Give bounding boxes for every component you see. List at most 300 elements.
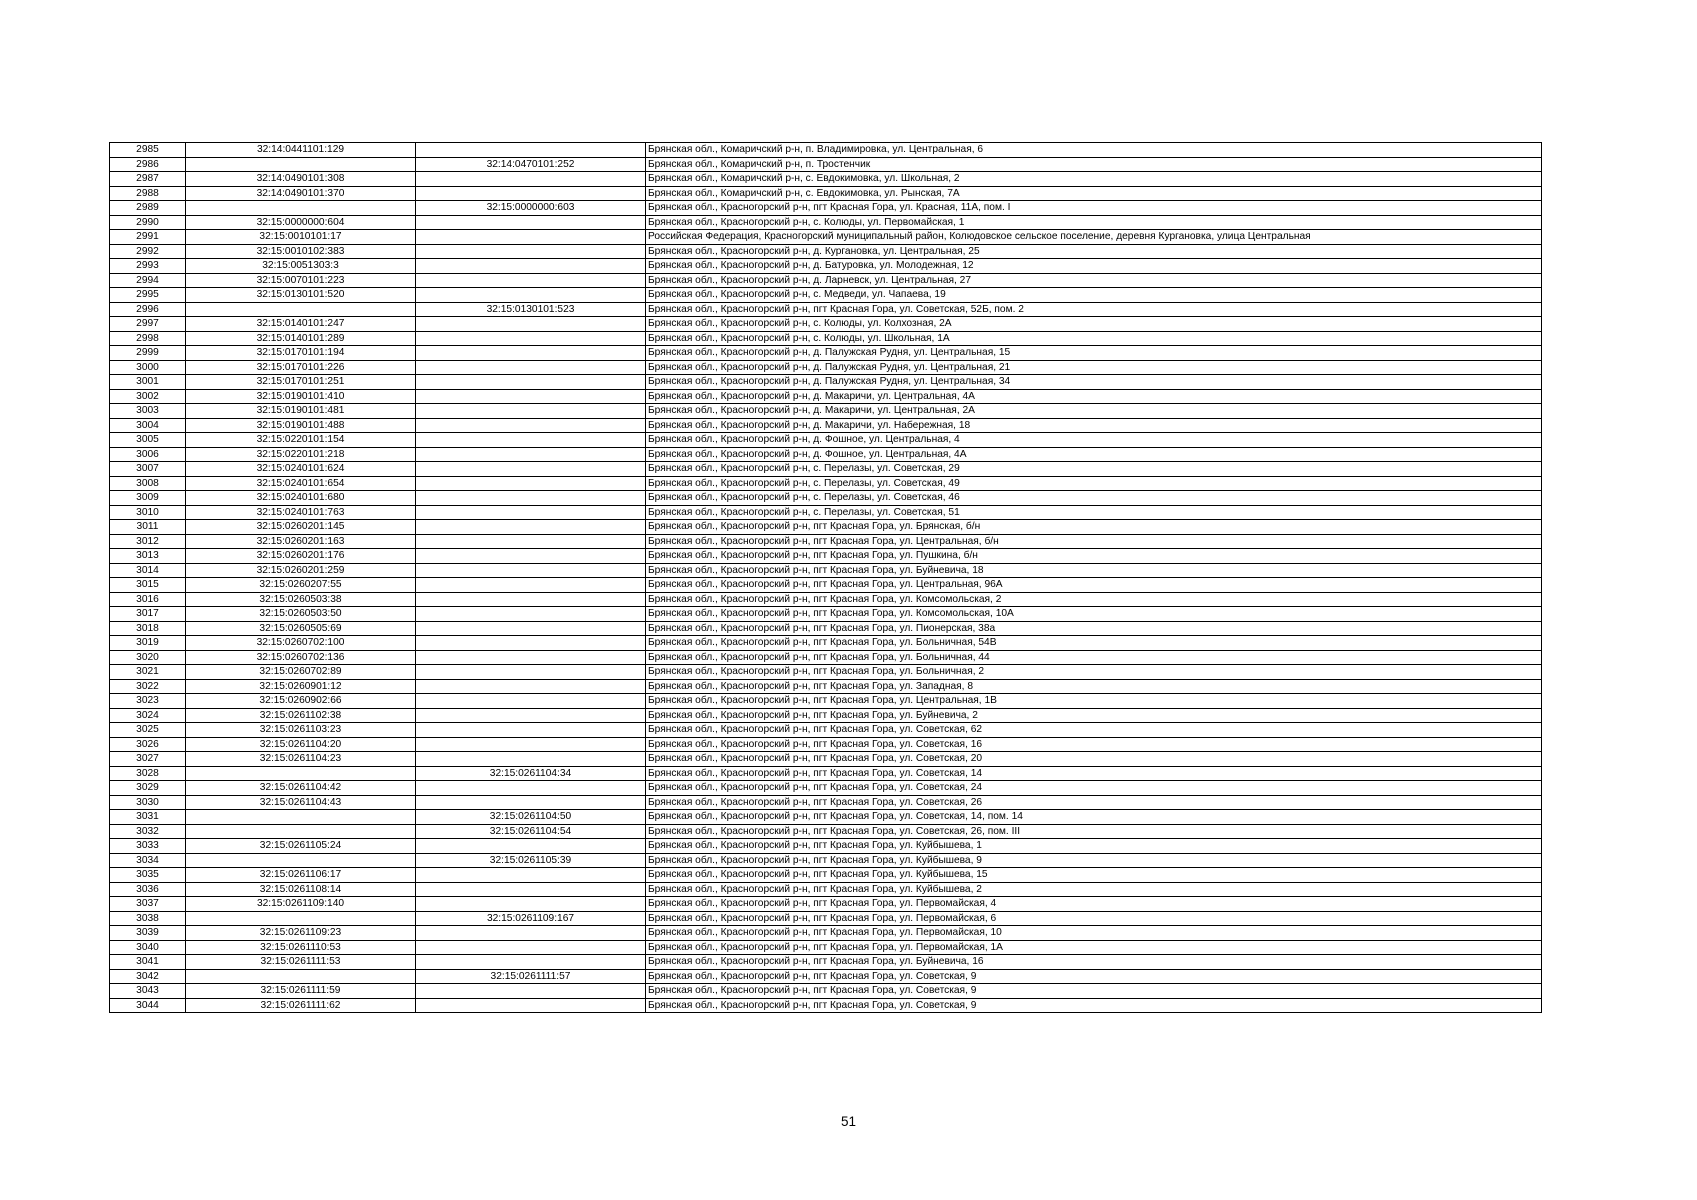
- cadastral-number-alt-cell: [416, 665, 646, 680]
- cadastral-number-cell: 32:15:0261111:53: [186, 955, 416, 970]
- cadastral-number-cell: 32:15:0010102:383: [186, 244, 416, 259]
- cadastral-number-alt-cell: [416, 186, 646, 201]
- address-cell: Брянская обл., Красногорский р-н, пгт Красная Гора, ул. Красная, 11А, пом. I: [646, 201, 1542, 216]
- cadastral-number-cell: [186, 766, 416, 781]
- cadastral-number-cell: 32:15:0140101:289: [186, 331, 416, 346]
- cadastral-number-alt-cell: [416, 781, 646, 796]
- table-row: [110, 998, 1542, 1013]
- address-cell: Брянская обл., Красногорский р-н, пгт Красная Гора, ул. Больничная, 54В: [646, 636, 1542, 651]
- cadastral-number-alt-cell: [416, 418, 646, 433]
- row-number-cell: 2990: [110, 215, 186, 230]
- row-number-cell: 3016: [110, 592, 186, 607]
- cadastral-number-cell: 32:15:0240101:680: [186, 491, 416, 506]
- cadastral-number-alt-cell: [416, 882, 646, 897]
- address-cell: Брянская обл., Красногорский р-н, пгт Красная Гора, ул. Пионерская, 38а: [646, 621, 1542, 636]
- cadastral-number-cell: [186, 824, 416, 839]
- row-number-cell: 3014: [110, 563, 186, 578]
- address-cell: Брянская обл., Красногорский р-н, с. Перелазы, ул. Советская, 46: [646, 491, 1542, 506]
- cadastral-number-alt-cell: [416, 534, 646, 549]
- address-cell: Брянская обл., Красногорский р-н, пгт Красная Гора, ул. Больничная, 44: [646, 650, 1542, 665]
- address-cell: Брянская обл., Красногорский р-н, д. Макаричи, ул. Центральная, 4А: [646, 389, 1542, 404]
- cadastral-number-cell: 32:15:0070101:223: [186, 273, 416, 288]
- cadastral-number-alt-cell: [416, 752, 646, 767]
- address-cell: Брянская обл., Красногорский р-н, пгт Красная Гора, ул. Буйневича, 16: [646, 955, 1542, 970]
- cadastral-number-cell: 32:15:0190101:410: [186, 389, 416, 404]
- cadastral-number-alt-cell: [416, 563, 646, 578]
- cadastral-number-alt-cell: [416, 476, 646, 491]
- address-cell: Брянская обл., Красногорский р-н, д. Макаричи, ул. Набережная, 18: [646, 418, 1542, 433]
- address-cell: Брянская обл., Красногорский р-н, пгт Красная Гора, ул. Буйневича, 2: [646, 708, 1542, 723]
- row-number-cell: 3009: [110, 491, 186, 506]
- row-number-cell: 3040: [110, 940, 186, 955]
- cadastral-number-alt-cell: 32:15:0000000:603: [416, 201, 646, 216]
- table-row: [110, 157, 1542, 172]
- address-cell: Брянская обл., Красногорский р-н, пгт Красная Гора, ул. Комсомольская, 10А: [646, 607, 1542, 622]
- address-cell: Брянская обл., Красногорский р-н, с. Колюды, ул. Школьная, 1А: [646, 331, 1542, 346]
- address-cell: Брянская обл., Красногорский р-н, пгт Красная Гора, ул. Центральная, 1В: [646, 694, 1542, 709]
- row-number-cell: 2994: [110, 273, 186, 288]
- cadastral-number-alt-cell: [416, 273, 646, 288]
- cadastral-number-alt-cell: [416, 520, 646, 535]
- address-cell: Брянская обл., Комаричский р-н, с. Евдокимовка, ул. Школьная, 2: [646, 172, 1542, 187]
- row-number-cell: 3021: [110, 665, 186, 680]
- cadastral-number-alt-cell: [416, 491, 646, 506]
- address-cell: Брянская обл., Красногорский р-н, пгт Красная Гора, ул. Советская, 62: [646, 723, 1542, 738]
- registry-table-body: [110, 143, 1542, 1013]
- cadastral-number-cell: 32:15:0240101:624: [186, 462, 416, 477]
- table-row: [110, 259, 1542, 274]
- table-row: [110, 868, 1542, 883]
- table-row: [110, 781, 1542, 796]
- cadastral-number-alt-cell: [416, 244, 646, 259]
- address-cell: Брянская обл., Комаричский р-н, с. Евдокимовка, ул. Рынская, 7А: [646, 186, 1542, 201]
- cadastral-number-cell: 32:15:0261104:42: [186, 781, 416, 796]
- address-cell: Брянская обл., Красногорский р-н, пгт Красная Гора, ул. Первомайская, 4: [646, 897, 1542, 912]
- row-number-cell: 3030: [110, 795, 186, 810]
- address-cell: Брянская обл., Красногорский р-н, пгт Красная Гора, ул. Брянская, б/н: [646, 520, 1542, 535]
- row-number-cell: 3013: [110, 549, 186, 564]
- table-row: [110, 447, 1542, 462]
- table-row: [110, 853, 1542, 868]
- cadastral-number-alt-cell: [416, 650, 646, 665]
- cadastral-number-cell: 32:15:0261103:23: [186, 723, 416, 738]
- address-cell: Брянская обл., Красногорский р-н, д. Фошное, ул. Центральная, 4: [646, 433, 1542, 448]
- cadastral-number-cell: 32:15:0260503:38: [186, 592, 416, 607]
- table-row: [110, 824, 1542, 839]
- row-number-cell: 3041: [110, 955, 186, 970]
- cadastral-number-cell: [186, 302, 416, 317]
- row-number-cell: 2993: [110, 259, 186, 274]
- table-row: [110, 549, 1542, 564]
- cadastral-number-cell: 32:15:0130101:520: [186, 288, 416, 303]
- table-row: [110, 839, 1542, 854]
- cadastral-number-cell: 32:15:0140101:247: [186, 317, 416, 332]
- row-number-cell: 3034: [110, 853, 186, 868]
- cadastral-number-alt-cell: [416, 172, 646, 187]
- cadastral-number-cell: 32:15:0240101:654: [186, 476, 416, 491]
- table-row: [110, 563, 1542, 578]
- table-row: [110, 592, 1542, 607]
- address-cell: Брянская обл., Красногорский р-н, д. Кургановка, ул. Центральная, 25: [646, 244, 1542, 259]
- row-number-cell: 3035: [110, 868, 186, 883]
- cadastral-number-alt-cell: [416, 984, 646, 999]
- table-row: [110, 273, 1542, 288]
- cadastral-number-alt-cell: 32:14:0470101:252: [416, 157, 646, 172]
- row-number-cell: 3033: [110, 839, 186, 854]
- row-number-cell: 3012: [110, 534, 186, 549]
- cadastral-number-alt-cell: [416, 215, 646, 230]
- row-number-cell: 3036: [110, 882, 186, 897]
- cadastral-number-cell: 32:15:0190101:481: [186, 404, 416, 419]
- address-cell: Брянская обл., Красногорский р-н, д. Палужская Рудня, ул. Центральная, 34: [646, 375, 1542, 390]
- page-number: 51: [840, 1114, 857, 1129]
- cadastral-number-alt-cell: [416, 578, 646, 593]
- table-row: [110, 621, 1542, 636]
- table-row: [110, 578, 1542, 593]
- cadastral-number-cell: [186, 201, 416, 216]
- row-number-cell: 3011: [110, 520, 186, 535]
- cadastral-number-cell: 32:15:0170101:251: [186, 375, 416, 390]
- row-number-cell: 3032: [110, 824, 186, 839]
- cadastral-number-alt-cell: [416, 926, 646, 941]
- cadastral-number-alt-cell: [416, 447, 646, 462]
- row-number-cell: 3006: [110, 447, 186, 462]
- cadastral-number-cell: 32:15:0260702:100: [186, 636, 416, 651]
- address-cell: Брянская обл., Комаричский р-н, п. Тростенчик: [646, 157, 1542, 172]
- cadastral-number-cell: 32:15:0051303:3: [186, 259, 416, 274]
- address-cell: Брянская обл., Красногорский р-н, д. Палужская Рудня, ул. Центральная, 21: [646, 360, 1542, 375]
- row-number-cell: 2985: [110, 143, 186, 158]
- table-row: [110, 476, 1542, 491]
- table-row: [110, 230, 1542, 245]
- cadastral-number-cell: 32:15:0261105:24: [186, 839, 416, 854]
- cadastral-number-cell: 32:15:0260702:89: [186, 665, 416, 680]
- table-row: [110, 897, 1542, 912]
- address-cell: Брянская обл., Красногорский р-н, пгт Красная Гора, ул. Советская, 24: [646, 781, 1542, 796]
- table-row: [110, 810, 1542, 825]
- row-number-cell: 3005: [110, 433, 186, 448]
- table-row: [110, 708, 1542, 723]
- cadastral-number-alt-cell: [416, 694, 646, 709]
- row-number-cell: 3039: [110, 926, 186, 941]
- table-row: [110, 418, 1542, 433]
- cadastral-number-cell: 32:15:0220101:154: [186, 433, 416, 448]
- cadastral-number-cell: 32:14:0490101:370: [186, 186, 416, 201]
- cadastral-number-alt-cell: [416, 607, 646, 622]
- table-row: [110, 143, 1542, 158]
- address-cell: Брянская обл., Красногорский р-н, пгт Красная Гора, ул. Комсомольская, 2: [646, 592, 1542, 607]
- table-row: [110, 969, 1542, 984]
- cadastral-number-cell: 32:15:0000000:604: [186, 215, 416, 230]
- cadastral-number-alt-cell: [416, 230, 646, 245]
- cadastral-number-cell: 32:15:0261111:59: [186, 984, 416, 999]
- address-cell: Брянская обл., Красногорский р-н, пгт Красная Гора, ул. Пушкина, б/н: [646, 549, 1542, 564]
- table-row: [110, 752, 1542, 767]
- cadastral-number-cell: 32:15:0261104:43: [186, 795, 416, 810]
- row-number-cell: 3000: [110, 360, 186, 375]
- address-cell: Брянская обл., Красногорский р-н, пгт Красная Гора, ул. Советская, 9: [646, 969, 1542, 984]
- address-cell: Брянская обл., Красногорский р-н, пгт Красная Гора, ул. Буйневича, 18: [646, 563, 1542, 578]
- row-number-cell: 2995: [110, 288, 186, 303]
- table-row: [110, 288, 1542, 303]
- row-number-cell: 3027: [110, 752, 186, 767]
- address-cell: Российская Федерация, Красногорский муниципальный район, Колюдовское сельское поселение, деревня Кургановка, улица Центральная: [646, 230, 1542, 245]
- table-row: [110, 911, 1542, 926]
- row-number-cell: 2986: [110, 157, 186, 172]
- row-number-cell: 3019: [110, 636, 186, 651]
- cadastral-number-cell: 32:15:0220101:218: [186, 447, 416, 462]
- cadastral-number-alt-cell: [416, 839, 646, 854]
- table-row: [110, 215, 1542, 230]
- cadastral-number-alt-cell: 32:15:0261105:39: [416, 853, 646, 868]
- table-row: [110, 462, 1542, 477]
- cadastral-number-cell: 32:15:0261104:20: [186, 737, 416, 752]
- row-number-cell: 3001: [110, 375, 186, 390]
- table-row: [110, 186, 1542, 201]
- cadastral-number-cell: 32:15:0260201:145: [186, 520, 416, 535]
- cadastral-number-cell: 32:15:0261111:62: [186, 998, 416, 1013]
- address-cell: Брянская обл., Красногорский р-н, пгт Красная Гора, ул. Куйбышева, 2: [646, 882, 1542, 897]
- cadastral-number-alt-cell: 32:15:0261109:167: [416, 911, 646, 926]
- cadastral-number-cell: 32:15:0261102:38: [186, 708, 416, 723]
- cadastral-number-alt-cell: [416, 592, 646, 607]
- table-row: [110, 955, 1542, 970]
- table-row: [110, 244, 1542, 259]
- row-number-cell: 3017: [110, 607, 186, 622]
- address-cell: Брянская обл., Красногорский р-н, с. Колюды, ул. Первомайская, 1: [646, 215, 1542, 230]
- row-number-cell: 3003: [110, 404, 186, 419]
- table-row: [110, 694, 1542, 709]
- row-number-cell: 3038: [110, 911, 186, 926]
- address-cell: Брянская обл., Красногорский р-н, пгт Красная Гора, ул. Первомайская, 6: [646, 911, 1542, 926]
- row-number-cell: 2999: [110, 346, 186, 361]
- address-cell: Брянская обл., Красногорский р-н, д. Батуровка, ул. Молодежная, 12: [646, 259, 1542, 274]
- cadastral-number-cell: 32:15:0170101:226: [186, 360, 416, 375]
- cadastral-number-alt-cell: [416, 955, 646, 970]
- row-number-cell: 3029: [110, 781, 186, 796]
- cadastral-number-cell: [186, 969, 416, 984]
- table-row: [110, 679, 1542, 694]
- table-row: [110, 360, 1542, 375]
- address-cell: Брянская обл., Красногорский р-н, пгт Красная Гора, ул. Советская, 26, пом. III: [646, 824, 1542, 839]
- row-number-cell: 3028: [110, 766, 186, 781]
- address-cell: Брянская обл., Красногорский р-н, пгт Красная Гора, ул. Советская, 52Б, пом. 2: [646, 302, 1542, 317]
- row-number-cell: 3008: [110, 476, 186, 491]
- row-number-cell: 2992: [110, 244, 186, 259]
- row-number-cell: 3042: [110, 969, 186, 984]
- table-row: [110, 433, 1542, 448]
- cadastral-number-alt-cell: [416, 389, 646, 404]
- row-number-cell: 3002: [110, 389, 186, 404]
- registry-table: [109, 142, 1542, 1013]
- table-row: [110, 882, 1542, 897]
- table-row: [110, 940, 1542, 955]
- row-number-cell: 3023: [110, 694, 186, 709]
- cadastral-number-alt-cell: [416, 998, 646, 1013]
- cadastral-number-alt-cell: [416, 143, 646, 158]
- cadastral-number-cell: [186, 157, 416, 172]
- row-number-cell: 2991: [110, 230, 186, 245]
- table-row: [110, 650, 1542, 665]
- cadastral-number-alt-cell: 32:15:0261111:57: [416, 969, 646, 984]
- table-row: [110, 491, 1542, 506]
- cadastral-number-alt-cell: [416, 795, 646, 810]
- table-row: [110, 520, 1542, 535]
- table-row: [110, 607, 1542, 622]
- cadastral-number-alt-cell: 32:15:0261104:54: [416, 824, 646, 839]
- cadastral-number-cell: 32:15:0260702:136: [186, 650, 416, 665]
- address-cell: Брянская обл., Красногорский р-н, пгт Красная Гора, ул. Советская, 20: [646, 752, 1542, 767]
- address-cell: Брянская обл., Красногорский р-н, пгт Красная Гора, ул. Западная, 8: [646, 679, 1542, 694]
- cadastral-number-cell: 32:14:0441101:129: [186, 143, 416, 158]
- row-number-cell: 2989: [110, 201, 186, 216]
- address-cell: Брянская обл., Красногорский р-н, пгт Красная Гора, ул. Советская, 14, пом. 14: [646, 810, 1542, 825]
- cadastral-number-cell: 32:15:0261109:140: [186, 897, 416, 912]
- row-number-cell: 3044: [110, 998, 186, 1013]
- cadastral-number-alt-cell: [416, 737, 646, 752]
- cadastral-number-cell: 32:15:0010101:17: [186, 230, 416, 245]
- cadastral-number-alt-cell: [416, 549, 646, 564]
- cadastral-number-alt-cell: [416, 404, 646, 419]
- address-cell: Брянская обл., Комаричский р-н, п. Владимировка, ул. Центральная, 6: [646, 143, 1542, 158]
- cadastral-number-cell: 32:15:0261104:23: [186, 752, 416, 767]
- table-row: [110, 534, 1542, 549]
- cadastral-number-cell: 32:15:0261110:53: [186, 940, 416, 955]
- cadastral-number-alt-cell: [416, 331, 646, 346]
- table-row: [110, 331, 1542, 346]
- cadastral-number-cell: 32:15:0261106:17: [186, 868, 416, 883]
- cadastral-number-cell: [186, 853, 416, 868]
- table-row: [110, 795, 1542, 810]
- cadastral-number-alt-cell: [416, 259, 646, 274]
- cadastral-number-alt-cell: 32:15:0261104:34: [416, 766, 646, 781]
- address-cell: Брянская обл., Красногорский р-н, с. Перелазы, ул. Советская, 49: [646, 476, 1542, 491]
- cadastral-number-alt-cell: [416, 940, 646, 955]
- address-cell: Брянская обл., Красногорский р-н, пгт Красная Гора, ул. Советская, 9: [646, 984, 1542, 999]
- row-number-cell: 3015: [110, 578, 186, 593]
- row-number-cell: 2996: [110, 302, 186, 317]
- cadastral-number-alt-cell: [416, 505, 646, 520]
- address-cell: Брянская обл., Красногорский р-н, пгт Красная Гора, ул. Куйбышева, 1: [646, 839, 1542, 854]
- row-number-cell: 3031: [110, 810, 186, 825]
- address-cell: Брянская обл., Красногорский р-н, пгт Красная Гора, ул. Советская, 26: [646, 795, 1542, 810]
- cadastral-number-alt-cell: [416, 360, 646, 375]
- address-cell: Брянская обл., Красногорский р-н, с. Медведи, ул. Чапаева, 19: [646, 288, 1542, 303]
- table-row: [110, 201, 1542, 216]
- address-cell: Брянская обл., Красногорский р-н, с. Колюды, ул. Колхозная, 2А: [646, 317, 1542, 332]
- address-cell: Брянская обл., Красногорский р-н, пгт Красная Гора, ул. Центральная, б/н: [646, 534, 1542, 549]
- cadastral-number-cell: 32:15:0260201:259: [186, 563, 416, 578]
- cadastral-number-alt-cell: 32:15:0130101:523: [416, 302, 646, 317]
- cadastral-number-cell: 32:15:0260201:176: [186, 549, 416, 564]
- row-number-cell: 2988: [110, 186, 186, 201]
- table-row: [110, 665, 1542, 680]
- row-number-cell: 3026: [110, 737, 186, 752]
- cadastral-number-cell: 32:15:0261108:14: [186, 882, 416, 897]
- row-number-cell: 3007: [110, 462, 186, 477]
- cadastral-number-cell: 32:15:0190101:488: [186, 418, 416, 433]
- cadastral-number-alt-cell: [416, 462, 646, 477]
- cadastral-number-alt-cell: [416, 433, 646, 448]
- cadastral-number-alt-cell: [416, 375, 646, 390]
- cadastral-number-alt-cell: 32:15:0261104:50: [416, 810, 646, 825]
- cadastral-number-alt-cell: [416, 708, 646, 723]
- cadastral-number-cell: 32:15:0260207:55: [186, 578, 416, 593]
- cadastral-number-cell: 32:15:0170101:194: [186, 346, 416, 361]
- table-row: [110, 636, 1542, 651]
- row-number-cell: 3043: [110, 984, 186, 999]
- row-number-cell: 3022: [110, 679, 186, 694]
- cadastral-number-alt-cell: [416, 897, 646, 912]
- table-row: [110, 375, 1542, 390]
- address-cell: Брянская обл., Красногорский р-н, пгт Красная Гора, ул. Куйбышева, 15: [646, 868, 1542, 883]
- row-number-cell: 2998: [110, 331, 186, 346]
- row-number-cell: 2987: [110, 172, 186, 187]
- address-cell: Брянская обл., Красногорский р-н, пгт Красная Гора, ул. Центральная, 96А: [646, 578, 1542, 593]
- address-cell: Брянская обл., Красногорский р-н, пгт Красная Гора, ул. Куйбышева, 9: [646, 853, 1542, 868]
- cadastral-number-alt-cell: [416, 636, 646, 651]
- address-cell: Брянская обл., Красногорский р-н, д. Ларневск, ул. Центральная, 27: [646, 273, 1542, 288]
- table-row: [110, 926, 1542, 941]
- cadastral-number-cell: [186, 911, 416, 926]
- address-cell: Брянская обл., Красногорский р-н, пгт Красная Гора, ул. Советская, 9: [646, 998, 1542, 1013]
- address-cell: Брянская обл., Красногорский р-н, д. Фошное, ул. Центральная, 4А: [646, 447, 1542, 462]
- cadastral-number-alt-cell: [416, 723, 646, 738]
- cadastral-number-cell: 32:15:0260901:12: [186, 679, 416, 694]
- table-row: [110, 317, 1542, 332]
- cadastral-number-cell: 32:15:0260505:69: [186, 621, 416, 636]
- address-cell: Брянская обл., Красногорский р-н, пгт Красная Гора, ул. Советская, 14: [646, 766, 1542, 781]
- table-row: [110, 737, 1542, 752]
- cadastral-number-cell: 32:15:0260902:66: [186, 694, 416, 709]
- cadastral-number-cell: 32:14:0490101:308: [186, 172, 416, 187]
- cadastral-number-alt-cell: [416, 346, 646, 361]
- cadastral-number-cell: [186, 810, 416, 825]
- row-number-cell: 3037: [110, 897, 186, 912]
- address-cell: Брянская обл., Красногорский р-н, д. Макаричи, ул. Центральная, 2А: [646, 404, 1542, 419]
- cadastral-number-cell: 32:15:0240101:763: [186, 505, 416, 520]
- table-row: [110, 766, 1542, 781]
- table-row: [110, 723, 1542, 738]
- row-number-cell: 3020: [110, 650, 186, 665]
- table-row: [110, 984, 1542, 999]
- cadastral-number-cell: 32:15:0260201:163: [186, 534, 416, 549]
- cadastral-number-alt-cell: [416, 621, 646, 636]
- cadastral-number-cell: 32:15:0261109:23: [186, 926, 416, 941]
- row-number-cell: 3018: [110, 621, 186, 636]
- table-row: [110, 404, 1542, 419]
- cadastral-number-alt-cell: [416, 317, 646, 332]
- address-cell: Брянская обл., Красногорский р-н, пгт Красная Гора, ул. Советская, 16: [646, 737, 1542, 752]
- cadastral-number-alt-cell: [416, 679, 646, 694]
- row-number-cell: 2997: [110, 317, 186, 332]
- cadastral-number-alt-cell: [416, 868, 646, 883]
- address-cell: Брянская обл., Красногорский р-н, пгт Красная Гора, ул. Первомайская, 1А: [646, 940, 1542, 955]
- table-row: [110, 172, 1542, 187]
- row-number-cell: 3024: [110, 708, 186, 723]
- cadastral-number-cell: 32:15:0260503:50: [186, 607, 416, 622]
- table-row: [110, 389, 1542, 404]
- table-row: [110, 302, 1542, 317]
- address-cell: Брянская обл., Красногорский р-н, с. Перелазы, ул. Советская, 29: [646, 462, 1542, 477]
- address-cell: Брянская обл., Красногорский р-н, пгт Красная Гора, ул. Больничная, 2: [646, 665, 1542, 680]
- table-row: [110, 505, 1542, 520]
- address-cell: Брянская обл., Красногорский р-н, пгт Красная Гора, ул. Первомайская, 10: [646, 926, 1542, 941]
- address-cell: Брянская обл., Красногорский р-н, д. Палужская Рудня, ул. Центральная, 15: [646, 346, 1542, 361]
- row-number-cell: 3025: [110, 723, 186, 738]
- row-number-cell: 3004: [110, 418, 186, 433]
- cadastral-number-alt-cell: [416, 288, 646, 303]
